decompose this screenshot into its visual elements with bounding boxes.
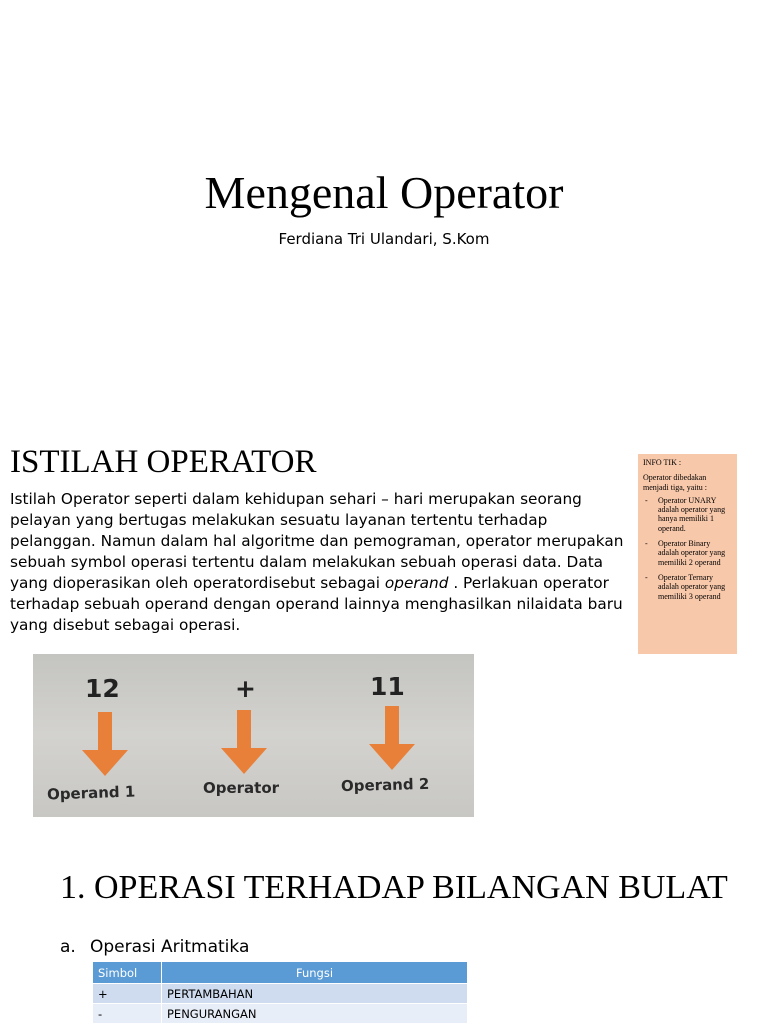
figure-number-1: 12 xyxy=(85,674,120,703)
arrow-down-icon xyxy=(82,712,128,776)
info-intro: Operator dibedakan menjadi tiga, yaitu : xyxy=(643,473,707,492)
info-item: - Operator UNARY adalah operator yang hanya memiliki 1 operand. xyxy=(643,496,732,533)
arrow-down-icon xyxy=(221,710,267,774)
subsection-heading xyxy=(60,937,249,957)
table-cell: PERTAMBAHAN xyxy=(162,984,468,1004)
info-box xyxy=(638,454,737,654)
info-item: - Operator Binary adalah operator yang memiliki 2 operand xyxy=(643,539,732,567)
body-text-part2: . Perlakuan operator terhadap sebuah operand dengan operand lainnya menghasilkan nilaidata baru yang disebut sebagai operasi. xyxy=(10,574,623,634)
operator-table xyxy=(92,961,468,1024)
table-cell: + xyxy=(93,984,162,1004)
body-text-italic: operand xyxy=(384,574,449,592)
figure-operator-symbol: + xyxy=(235,674,256,703)
slide-title: Mengenal Operator xyxy=(204,167,564,218)
table-cell: PENGURANGAN xyxy=(162,1004,468,1024)
table-row xyxy=(93,1004,468,1024)
figure-label-operand-2: Operand 2 xyxy=(340,774,430,796)
arrow-down-icon xyxy=(369,706,415,770)
section-title: 1. OPERASI TERHADAP BILANGAN BULAT xyxy=(60,869,728,906)
table-cell: - xyxy=(93,1004,162,1024)
slide-author: Ferdiana Tri Ulandari, S.Kom xyxy=(278,230,490,248)
table-header-cell: Fungsi xyxy=(162,962,468,984)
info-header: INFO TIK : xyxy=(643,458,682,467)
body-text-part1: Istilah Operator seperti dalam kehidupan sehari – hari merupakan seorang pelayan yang bertugas melakukan sesuatu layanan tertentu terhadap pelanggan. Namun dalam hal algoritme dan pemograman, operator merupakan sebuah symbol operasi tertentu dalam melakukan sebuah operasi data. Data yang dioperasikan oleh operatordisebut sebagai xyxy=(10,490,624,592)
body-paragraph xyxy=(10,489,625,636)
info-item: - Operator Ternary adalah operator yang memiliki 3 operand xyxy=(643,573,732,601)
operator-figure xyxy=(33,654,474,817)
section-title: ISTILAH OPERATOR xyxy=(10,444,317,480)
figure-label-operand-1: Operand 1 xyxy=(46,782,136,804)
list-marker: a. xyxy=(60,937,76,957)
info-list xyxy=(643,496,732,601)
figure-number-2: 11 xyxy=(370,672,405,701)
table-header-row xyxy=(93,962,468,984)
figure-label-operator: Operator xyxy=(203,779,280,797)
table-row xyxy=(93,984,468,1004)
table-header-cell: Simbol xyxy=(93,962,162,984)
subsection-label: Operasi Aritmatika xyxy=(90,937,250,957)
